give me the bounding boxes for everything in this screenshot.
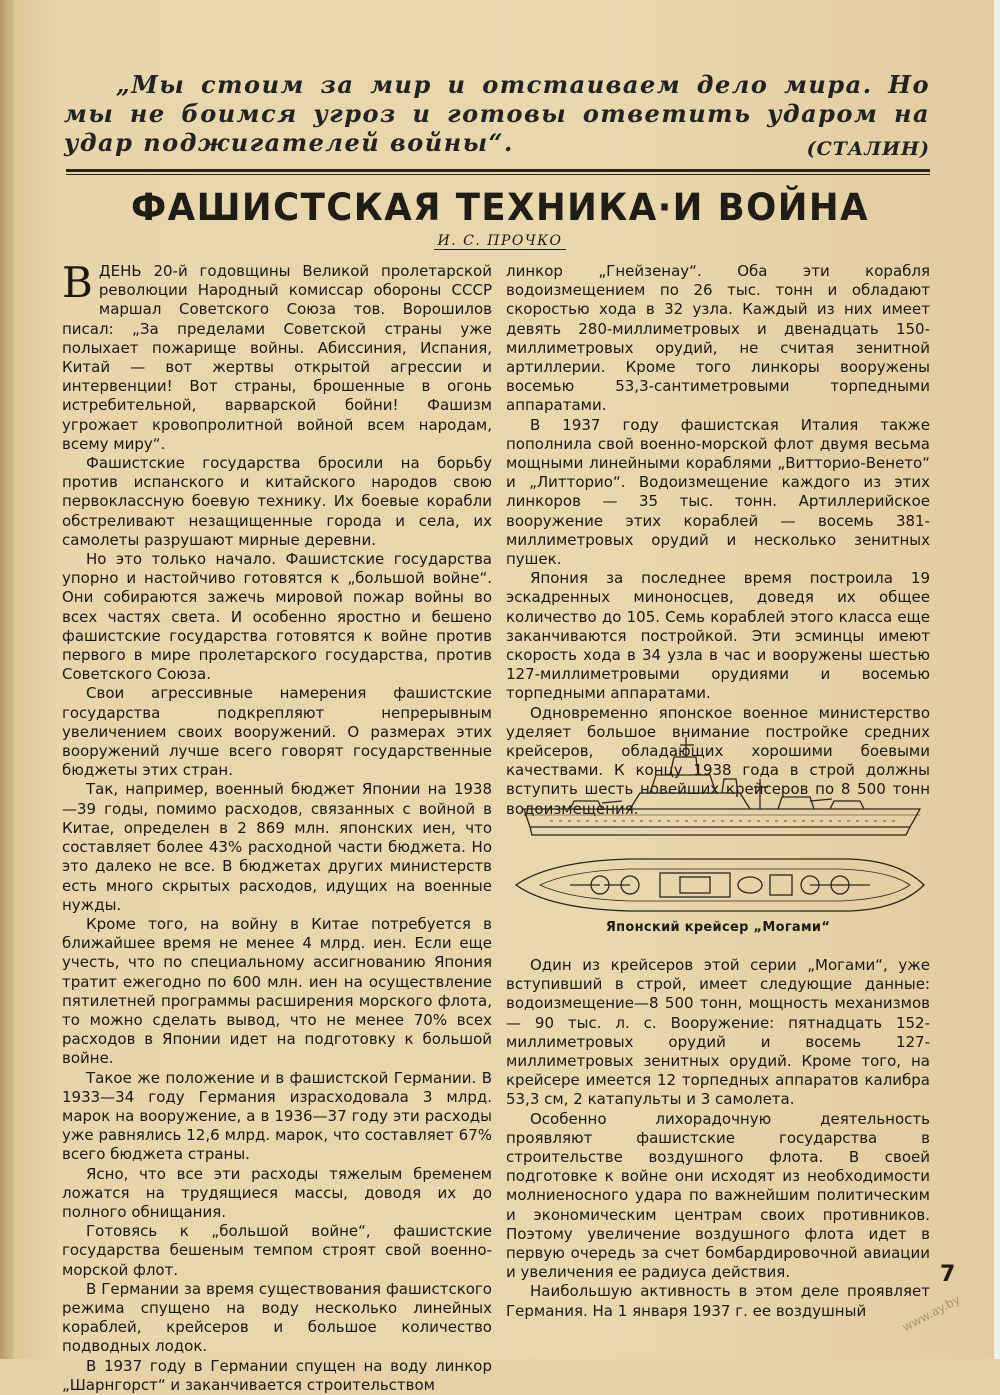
paragraph: Готовясь к „большой войне“, фашистские государства бешеным темпом строят свой военно-морской флот. bbox=[62, 1222, 492, 1279]
divider-rule bbox=[66, 169, 930, 172]
paragraph: Особенно лихорадочную деятельность проявляют фашистские государства в строительстве воздушного флота. В своей подготовке к войне они исходят из необходимости молниеносного удара по важнейшим политическим и экономическим центрам своих противников. Поэтому увеличение воздушного флота идет в первую очередь за счет бомбардировочной авиации и увеличения ее радиуса действия. bbox=[506, 1109, 930, 1282]
epigraph-quote bbox=[64, 70, 930, 157]
divider-rule-thin bbox=[66, 174, 930, 175]
right-column-top bbox=[506, 262, 930, 818]
author-name: И. С. ПРОЧКО bbox=[434, 233, 567, 250]
paragraph: Свои агрессивные намерения фашистские государства подкрепляют непрерывным увеличением своих вооружений. О размерах этих вооружений лучше всего говорят государственные бюджеты этих стран. bbox=[62, 684, 492, 780]
paragraph: Фашистские государства бросили на борьбу против испанского и китайского народов свою первоклассную боевую технику. Их боевые корабли обстреливают незащищенные города и села, их самолеты разрушают мирные деревни. bbox=[62, 454, 492, 549]
paragraph: Наибольшую активность в этом деле проявляет Германия. На 1 января 1937 г. ее воздушный bbox=[506, 1282, 930, 1320]
watermark: www.ay.by bbox=[900, 1292, 963, 1335]
paragraph: Один из крейсеров этой серии „Могами“, уже вступивший в строй, имеет следующие данные: водоизмещение—8 500 тонн, мощность механизмов — 90 тыс. л. с. Вооружение: пятнадцать 152-миллиметровых орудий и восемь 127-миллиметровых зенитных орудий. Кроме того, на крейсере имеется 12 торпедных аппаратов калибра 53,3 см, 2 катапульты и 3 самолета. bbox=[506, 956, 930, 1109]
page-edge bbox=[994, 0, 1000, 1359]
paragraph: Кроме того, на войну в Китае потребуется в ближайшее время не менее 4 млрд. иен. Если еще учесть, что по специальному ассигнованию Япония тратит ежегодно по 600 млн. иен на осуществление пятилетней программы расширения морского флота, то можно сделать вывод, что не менее 70% всех расходов в Японии идет на подготовку к большой войне. bbox=[62, 914, 492, 1068]
left-column bbox=[62, 258, 492, 1394]
drop-cap: В bbox=[62, 258, 93, 307]
paragraph: Япония за последнее время построила 19 эскадренных миноносцев, доведя их общее количество до 105. Семь кораблей этого класса еще заканчиваются постройкой. Эти эсминцы имеют скорость хода в 34 узла в час и вооружены шестью 127-миллиметровыми орудиями и восемью торпедными аппаратами. bbox=[506, 569, 930, 703]
paragraph: В 1937 году фашистская Италия также пополнила свой военно-морской флот двумя весьма мощными линейными кораблями „Витторио-Венето“ и „Литторио“. Водоизмещение каждого из этих линкоров — 35 тыс. тонн. Артиллерийское вооружение этих кораблей — восемь 381-миллиметровых орудий и несколько зенитных пушек. bbox=[506, 415, 930, 569]
figure-caption: Японский крейсер „Могами“ bbox=[605, 920, 831, 935]
paragraph: Но это только начало. Фашистские государства упорно и настойчиво готовятся к „большой войне“. Они собираются зажечь мировой пожар войны во всех частях света. И особенно яростно и бешено фашистские государства готовятся к войне против первого в мире пролетарского государства, против Советского Союза. bbox=[62, 550, 492, 684]
page-spine-shadow bbox=[0, 0, 14, 1359]
cruiser-drawing bbox=[510, 735, 930, 935]
paragraph: Одновременно японское военное министерство уделяет большое внимание постройке средних крейсеров, обладающих хорошими боевыми качествами. К концу 1938 года в строй должны вступить шесть новейших крейсеров по 8 500 тонн водоизмещения. bbox=[506, 703, 930, 818]
paragraph: В Германии за время существования фашистского режима спущено на воду несколько линейных кораблей, крейсеров и большое количество подводных лодок. bbox=[62, 1279, 492, 1356]
paragraph: В 1937 году в Германии спущен на воду линкор „Шарнгорст“ и заканчивается строительством bbox=[62, 1356, 492, 1394]
page-number: 7 bbox=[940, 1262, 956, 1287]
paragraph: линкор „Гнейзенау“. Оба эти корабля водоизмещением по 26 тыс. тонн и обладают скоростью хода в 32 узла. Каждый из них имеет девять 280-миллиметровых и двенадцать 150-миллиметровых орудий, не считая зенитной артиллерии. Кроме того линкоры вооружены восемью 53,3-сантиметровыми торпедными аппаратами. bbox=[506, 262, 930, 415]
quote-author: (СТАЛИН) bbox=[806, 138, 930, 160]
paragraph: Так, например, военный бюджет Японии на 1938—39 годы, помимо расходов, связанных с войной в Китае, определен в 2 869 млн. японских иен, что составляет более 43% расходной части бюджета. Но это далеко не все. В бюджетах других министерств есть много скрытых расходов, идущих на военные нужды. bbox=[62, 780, 492, 914]
paragraph-text: ДЕНЬ 20-й годовщины Великой пролетарской революции Народный комиссар обороны СССР маршал Советского Союза тов. Ворошилов писал: „За пределами Советской страны уже полыхает пожарище войны. Абиссиния, Испания, Китай — вот жертвы открытой агрессии и интервенции! Вот страны, брошенные в огонь истребительной, варварской бойни! Фашизм угрожает кровопролитной войной всем народам, всему миру“. bbox=[62, 262, 492, 453]
paragraph: Такое же положение и в фашистской Германии. В 1933—34 году Германия израсходовала 3 млрд. марок на вооружение, а в 1936—37 году эти расходы уже равнялись 12,6 млрд. марок, что составляет 67% всего бюджета страны. bbox=[62, 1068, 492, 1164]
paragraph bbox=[62, 258, 492, 454]
quote-text: „Мы стоим за мир и отстаиваем дело мира. Но мы не боимся угроз и готовы ответить ударом на удар поджигателей войны“. bbox=[64, 70, 930, 157]
right-column-bottom bbox=[506, 956, 930, 1320]
cruiser-illustration bbox=[510, 735, 930, 935]
article-author bbox=[0, 233, 1000, 249]
article-title: ФАШИСТСКАЯ ТЕХНИКА·И ВОЙНА bbox=[130, 186, 870, 229]
paragraph: Ясно, что все эти расходы тяжелым бременем ложатся на трудящиеся массы, доводя их до полного обнищания. bbox=[62, 1164, 492, 1221]
